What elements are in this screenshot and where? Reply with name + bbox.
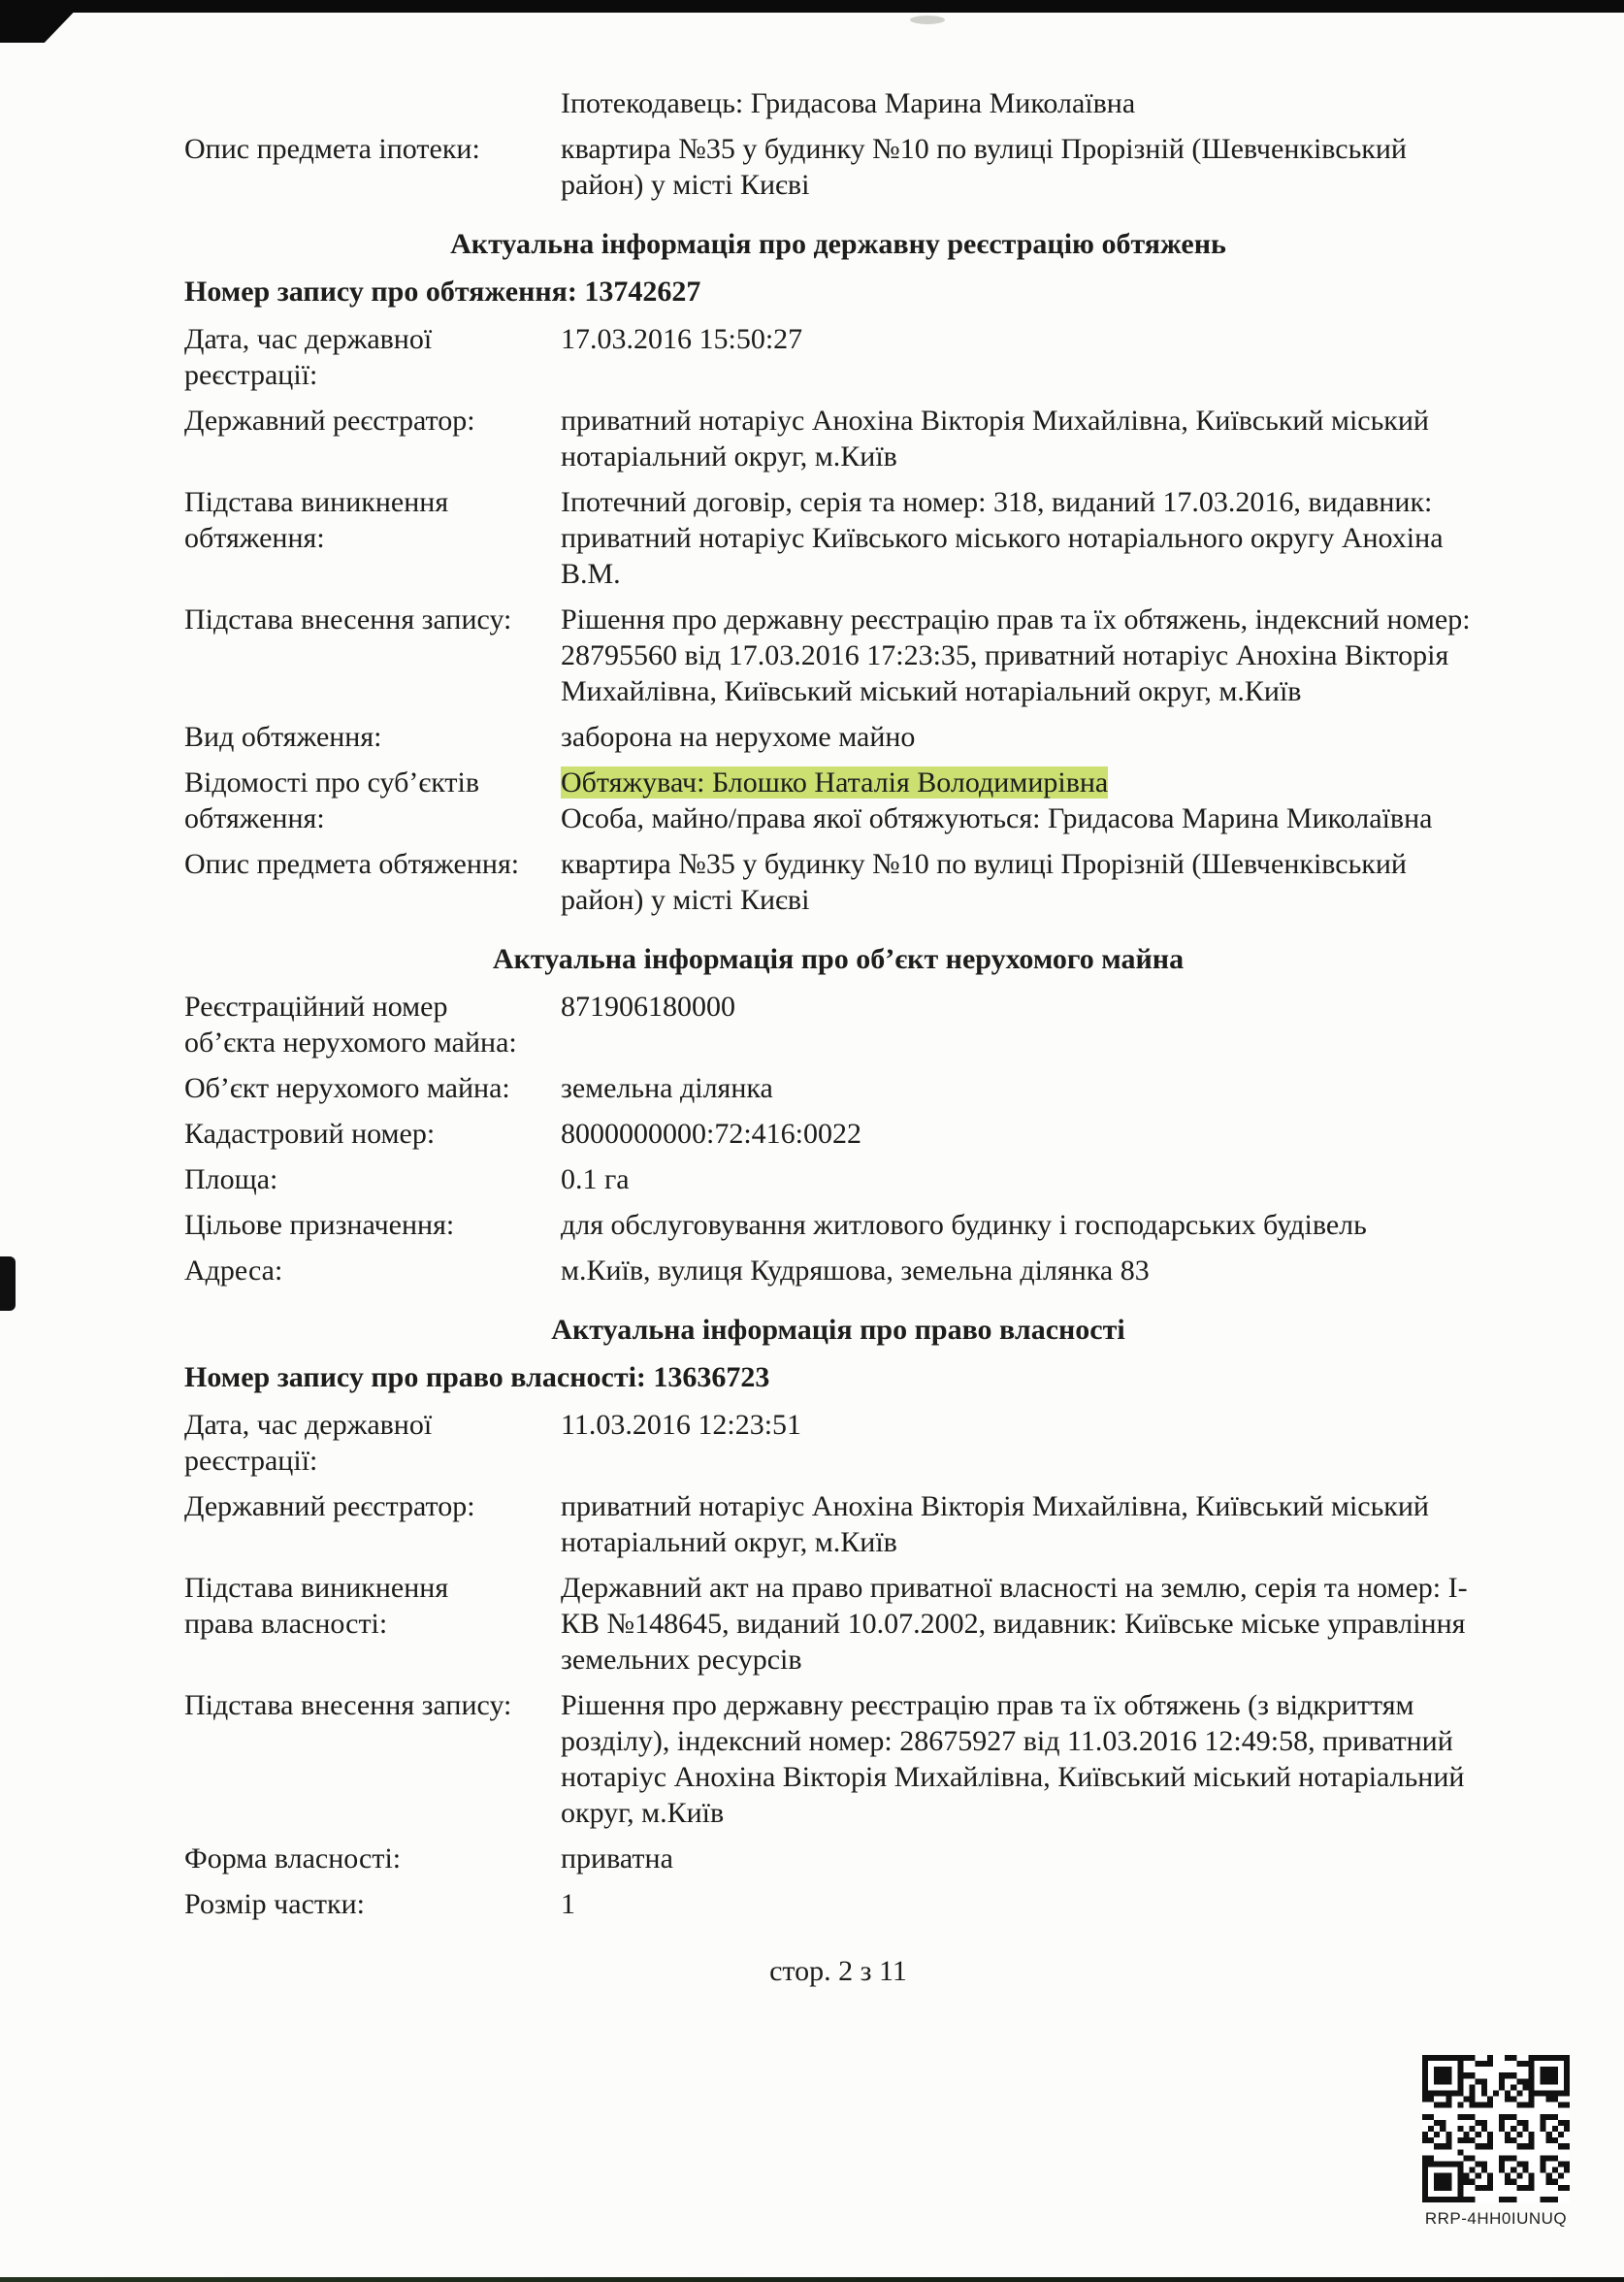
field-value	[561, 719, 1492, 755]
field-row	[184, 1070, 1492, 1106]
field-row	[184, 321, 1492, 393]
field-row	[184, 1253, 1492, 1288]
field-value	[561, 1687, 1492, 1831]
scan-artifact-top-bar	[0, 0, 1624, 13]
field-value	[561, 1070, 1492, 1106]
section-title: Актуальна інформація про об’єкт нерухомого майна	[492, 943, 1185, 975]
intro-rows	[184, 85, 1492, 203]
field-value-line	[561, 800, 1492, 836]
field-row	[184, 1161, 1492, 1197]
field-label: Цільове призначення:	[184, 1209, 455, 1241]
field-value	[561, 602, 1492, 709]
field-value-line	[561, 321, 1492, 357]
record-number-line: Номер запису про право власності: 13636723	[184, 1361, 770, 1393]
field-value	[561, 846, 1492, 918]
field-label: Підстава внесення запису:	[184, 1689, 512, 1721]
field-label: Кадастровий номер:	[184, 1118, 436, 1150]
field-value-line	[561, 1687, 1492, 1831]
section-rows	[184, 1407, 1492, 1922]
field-value-line	[561, 989, 1492, 1025]
field-label	[184, 85, 524, 121]
field-value	[561, 765, 1492, 836]
field-value	[561, 1488, 1492, 1560]
field-value	[561, 85, 1492, 121]
field-label: Відомості про суб’єктів обтяження:	[184, 766, 480, 834]
field-label: Реєстраційний номер об’єкта нерухомого майна:	[184, 991, 517, 1059]
document-content	[184, 85, 1492, 1989]
document-section	[184, 941, 1492, 1288]
value-text: Державний акт на право приватної власності на землю, серія та номер: І-КВ №148645, виданий 10.07.2002, видавник: Київське міське управління земельних ресурсів	[561, 1572, 1468, 1676]
value-text: приватний нотаріус Анохіна Вікторія Михайлівна, Київський міський нотаріальний округ, м.Київ	[561, 405, 1429, 473]
value-text: м.Київ, вулиця Кудряшова, земельна ділянка 83	[561, 1255, 1150, 1287]
section-title: Актуальна інформація про державну реєстрацію обтяжень	[450, 228, 1226, 260]
qr-code	[1422, 2055, 1570, 2202]
field-label: Адреса:	[184, 1255, 283, 1287]
field-value-line	[561, 484, 1492, 592]
field-value	[561, 321, 1492, 393]
field-row	[184, 719, 1492, 755]
value-text: приватний нотаріус Анохіна Вікторія Михайлівна, Київський міський нотаріальний округ, м.Київ	[561, 1490, 1429, 1558]
highlighted-text: Обтяжувач: Блошко Наталія Володимирівна	[561, 766, 1109, 799]
field-label: Форма власності:	[184, 1842, 402, 1874]
field-value-line	[561, 1886, 1492, 1922]
field-label: Опис предмета іпотеки:	[184, 133, 480, 165]
scan-artifact-smudge	[910, 16, 945, 24]
field-value-line	[561, 1161, 1492, 1197]
value-text: 11.03.2016 12:23:51	[561, 1409, 802, 1441]
field-value	[561, 1407, 1492, 1479]
field-row	[184, 1687, 1492, 1831]
field-value	[561, 1841, 1492, 1876]
field-value	[561, 1570, 1492, 1678]
section-rows	[184, 989, 1492, 1288]
scan-artifact-corner	[0, 0, 85, 43]
field-value-line	[561, 1488, 1492, 1560]
value-text: Іпотечний договір, серія та номер: 318, виданий 17.03.2016, видавник: приватний нотаріус Київського міського нотаріального округу Анохіна В.М.	[561, 486, 1444, 590]
field-value	[561, 1116, 1492, 1152]
field-value	[561, 1207, 1492, 1243]
field-value	[561, 1161, 1492, 1197]
field-row	[184, 403, 1492, 474]
value-text: Рішення про державну реєстрацію прав та їх обтяжень (з відкриттям розділу), індексний номер: 28675927 від 11.03.2016 12:49:58, приватний нотаріус Анохіна Вікторія Михайлівна, Київський міський нотаріальний округ, м.Київ	[561, 1689, 1465, 1829]
field-value-line	[561, 1070, 1492, 1106]
field-row	[184, 1116, 1492, 1152]
value-text: 0.1 га	[561, 1163, 630, 1195]
field-label: Вид обтяження:	[184, 721, 382, 753]
document-section	[184, 1312, 1492, 1922]
field-label: Підстава внесення запису:	[184, 603, 512, 636]
document-sections	[184, 226, 1492, 1922]
scan-artifact-bottom-line	[0, 2277, 1624, 2282]
field-value	[561, 403, 1492, 474]
field-row	[184, 846, 1492, 918]
field-row	[184, 1570, 1492, 1678]
field-row	[184, 602, 1492, 709]
field-row	[184, 85, 1492, 121]
field-value	[561, 989, 1492, 1060]
field-row	[184, 1488, 1492, 1560]
value-text: земельна ділянка	[561, 1072, 773, 1104]
field-value-line	[561, 1407, 1492, 1443]
field-value	[561, 1886, 1492, 1922]
qr-label: RRP-4HH0IUNUQ	[1424, 2209, 1568, 2228]
section-title: Актуальна інформація про право власності	[551, 1314, 1125, 1346]
field-value-line	[561, 1116, 1492, 1152]
value-text: приватна	[561, 1842, 673, 1874]
qr-code-block	[1416, 2055, 1575, 2229]
page-footer	[184, 1953, 1492, 1989]
field-value-line	[561, 403, 1492, 474]
field-label: Дата, час державної реєстрації:	[184, 1409, 433, 1477]
value-text: 8000000000:72:416:0022	[561, 1118, 862, 1150]
field-label: Підстава виникнення обтяження:	[184, 486, 449, 554]
field-value-line	[561, 85, 1492, 121]
field-row	[184, 989, 1492, 1060]
field-value	[561, 484, 1492, 592]
field-value-line	[561, 1253, 1492, 1288]
field-row	[184, 1841, 1492, 1876]
field-row	[184, 1407, 1492, 1479]
field-value	[561, 131, 1492, 203]
field-row	[184, 1886, 1492, 1922]
value-text: 871906180000	[561, 991, 735, 1023]
value-text: 1	[561, 1888, 575, 1920]
field-label: Площа:	[184, 1163, 278, 1195]
record-number-line: Номер запису про обтяження: 13742627	[184, 276, 701, 308]
document-section	[184, 226, 1492, 918]
field-label: Об’єкт нерухомого майна:	[184, 1072, 510, 1104]
field-label: Дата, час державної реєстрації:	[184, 323, 433, 391]
field-value-line	[561, 765, 1492, 800]
value-text: для обслуговування житлового будинку і господарських будівель	[561, 1209, 1367, 1241]
value-text: 17.03.2016 15:50:27	[561, 323, 803, 355]
field-value-line	[561, 1207, 1492, 1243]
value-text: Особа, майно/права якої обтяжуються: Гридасова Марина Миколаївна	[561, 802, 1433, 834]
field-value-line	[561, 846, 1492, 918]
field-value-line	[561, 602, 1492, 709]
field-row	[184, 131, 1492, 203]
field-value-line	[561, 1570, 1492, 1678]
field-label: Опис предмета обтяження:	[184, 848, 520, 880]
field-row	[184, 765, 1492, 836]
section-rows	[184, 321, 1492, 918]
scan-artifact-left-mark	[0, 1256, 16, 1311]
field-value	[561, 1253, 1492, 1288]
value-text: Іпотекодавець: Гридасова Марина Миколаївна	[561, 87, 1136, 119]
field-label: Розмір частки:	[184, 1888, 365, 1920]
field-label: Державний реєстратор:	[184, 1490, 475, 1522]
page-indicator: стор. 2 з 11	[769, 1955, 907, 1987]
field-value-line	[561, 131, 1492, 203]
value-text: квартира №35 у будинку №10 по вулиці Прорізній (Шевченківський район) у місті Києві	[561, 848, 1407, 916]
value-text: квартира №35 у будинку №10 по вулиці Прорізній (Шевченківський район) у місті Києві	[561, 133, 1407, 201]
field-value-line	[561, 1841, 1492, 1876]
field-row	[184, 484, 1492, 592]
field-label: Державний реєстратор:	[184, 405, 475, 437]
field-label: Підстава виникнення права власності:	[184, 1572, 449, 1640]
field-row	[184, 1207, 1492, 1243]
value-text: Рішення про державну реєстрацію прав та їх обтяжень, індексний номер: 28795560 від 17.03.2016 17:23:35, приватний нотаріус Анохіна Вікторія Михайлівна, Київський міський нотаріальний округ, м.Київ	[561, 603, 1471, 707]
value-text: заборона на нерухоме майно	[561, 721, 916, 753]
field-value-line	[561, 719, 1492, 755]
